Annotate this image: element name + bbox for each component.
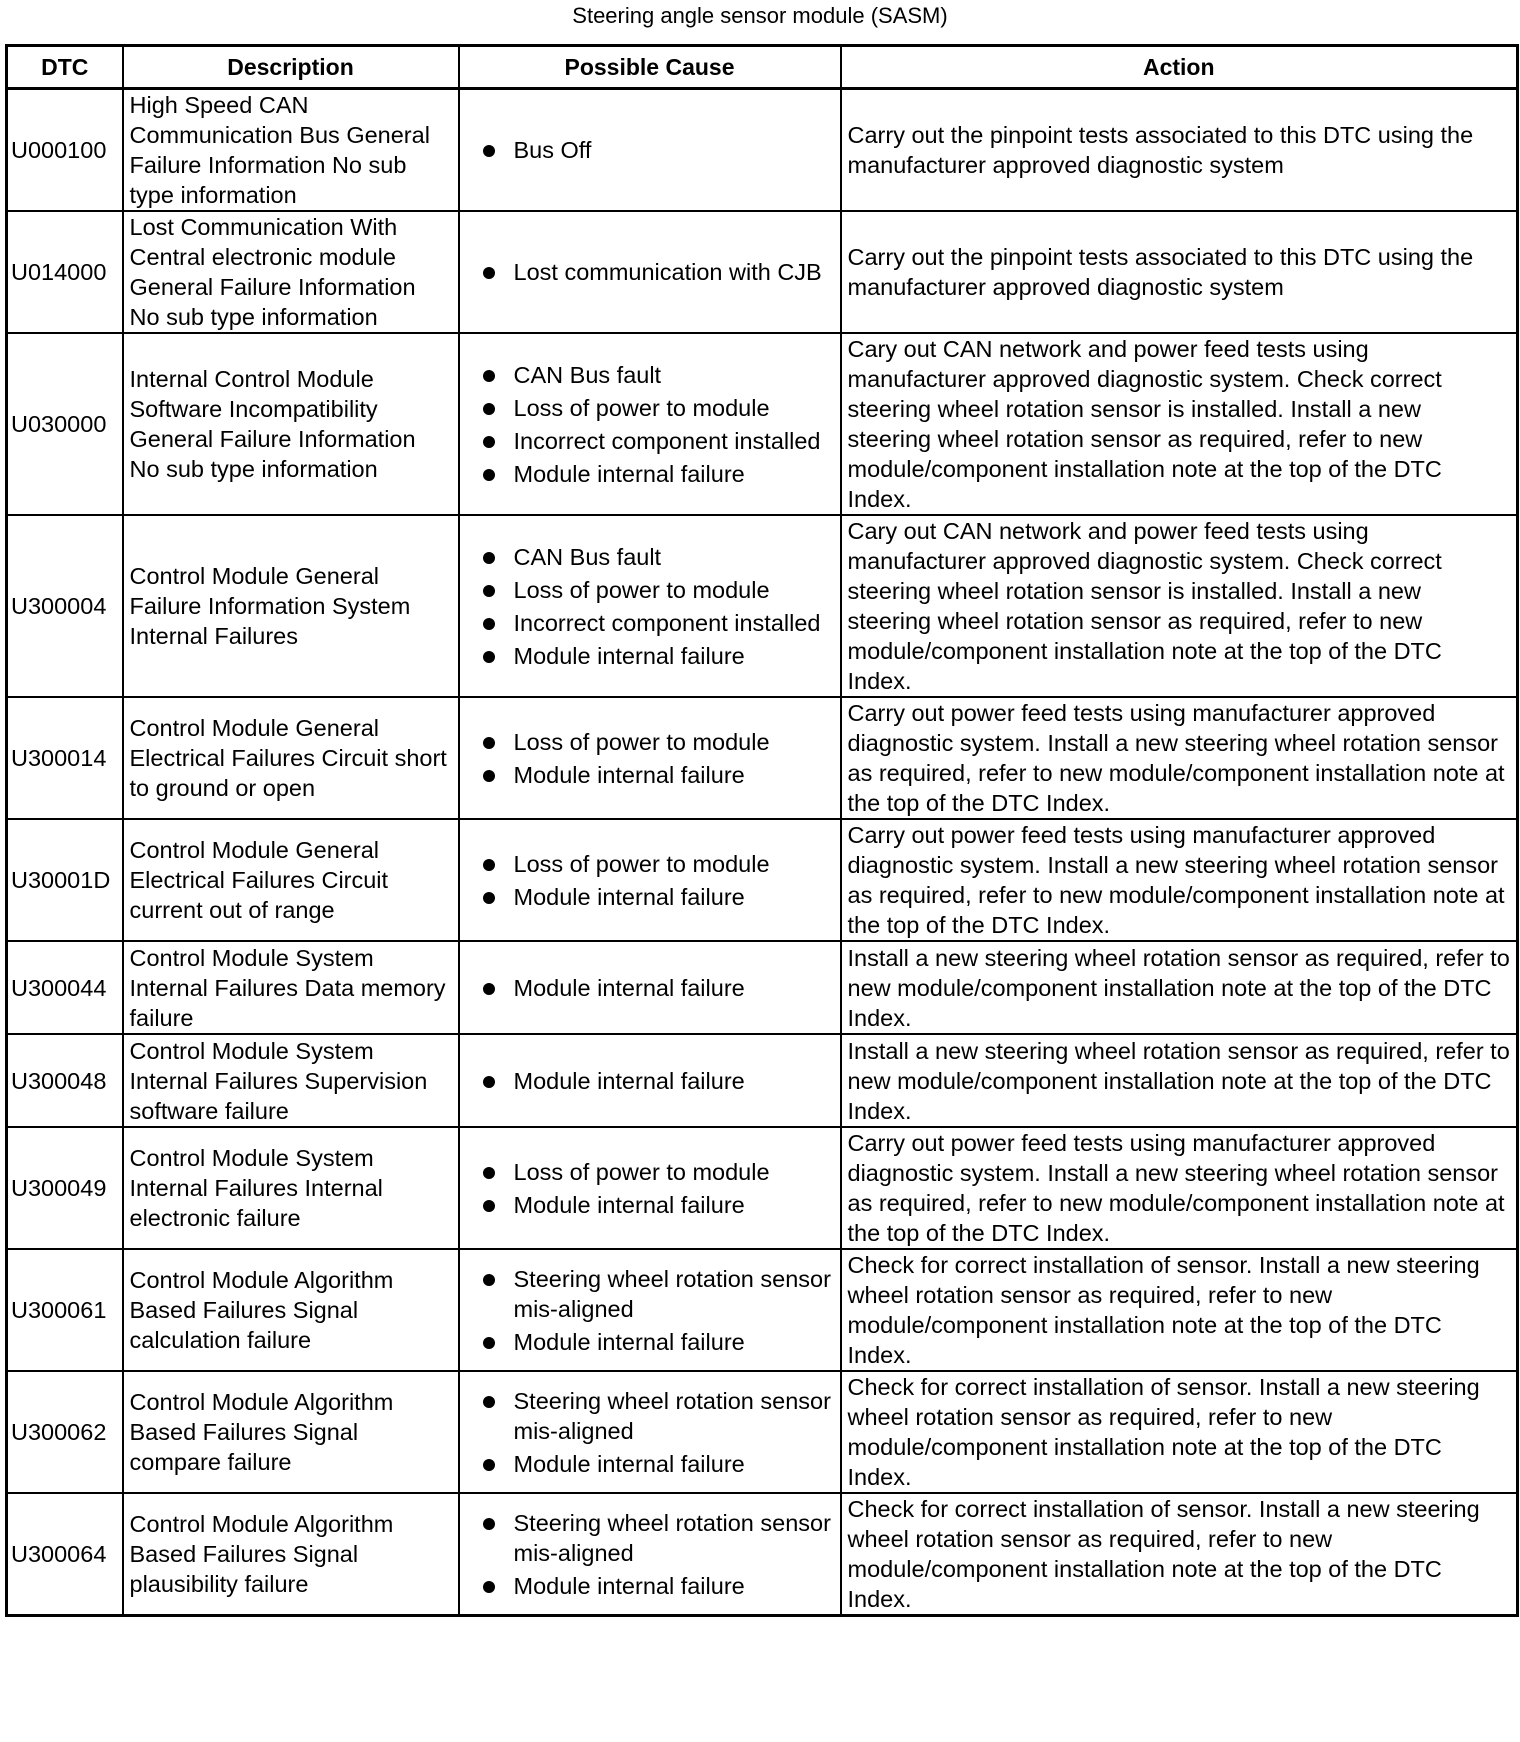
column-header-possible-cause: Possible Cause [459, 46, 841, 89]
possible-cause-item: CAN Bus fault [482, 360, 834, 390]
possible-cause-item: Bus Off [482, 135, 834, 165]
possible-cause-cell [459, 1034, 841, 1127]
table-row [7, 1034, 1518, 1127]
possible-cause-cell [459, 333, 841, 515]
possible-cause-item: Module internal failure [482, 641, 834, 671]
action-text: Install a new steering wheel rotation sensor as required, refer to new module/component installation note at the top of the DTC Index. [841, 1034, 1518, 1127]
possible-cause-list [482, 849, 834, 912]
possible-cause-item: Module internal failure [482, 1066, 834, 1096]
possible-cause-item: Module internal failure [482, 1327, 834, 1357]
possible-cause-item: Steering wheel rotation sensor mis-aligned [482, 1264, 834, 1324]
possible-cause-cell [459, 1249, 841, 1371]
dtc-code: U300062 [7, 1371, 123, 1493]
possible-cause-item: Loss of power to module [482, 849, 834, 879]
table-row [7, 1493, 1518, 1616]
possible-cause-cell [459, 89, 841, 212]
possible-cause-list [482, 1264, 834, 1357]
possible-cause-item: Loss of power to module [482, 727, 834, 757]
possible-cause-item: Steering wheel rotation sensor mis-aligned [482, 1508, 834, 1568]
action-text: Carry out the pinpoint tests associated to this DTC using the manufacturer approved diagnostic system [841, 89, 1518, 212]
column-header-description: Description [123, 46, 459, 89]
possible-cause-item: Steering wheel rotation sensor mis-aligned [482, 1386, 834, 1446]
table-row [7, 697, 1518, 819]
possible-cause-item: Module internal failure [482, 973, 834, 1003]
possible-cause-item: Module internal failure [482, 1571, 834, 1601]
possible-cause-list [482, 542, 834, 671]
dtc-code: U300014 [7, 697, 123, 819]
possible-cause-list [482, 1157, 834, 1220]
possible-cause-item: Incorrect component installed [482, 608, 834, 638]
possible-cause-cell [459, 1493, 841, 1616]
dtc-code: U014000 [7, 211, 123, 333]
dtc-code: U300064 [7, 1493, 123, 1616]
possible-cause-cell [459, 697, 841, 819]
action-text: Install a new steering wheel rotation sensor as required, refer to new module/component installation note at the top of the DTC Index. [841, 941, 1518, 1034]
possible-cause-list [482, 135, 834, 165]
table-header-row [7, 46, 1518, 89]
possible-cause-item: Module internal failure [482, 760, 834, 790]
table-row [7, 333, 1518, 515]
dtc-code: U300044 [7, 941, 123, 1034]
possible-cause-list [482, 257, 834, 287]
table-row [7, 1127, 1518, 1249]
dtc-description: Control Module Algorithm Based Failures Signal calculation failure [123, 1249, 459, 1371]
possible-cause-list [482, 1386, 834, 1479]
dtc-table [5, 44, 1519, 1617]
action-text: Cary out CAN network and power feed tests using manufacturer approved diagnostic system. Check correct steering wheel rotation sensor is installed. Install a new steering wheel rotation sensor as required, refer to new module/component installation note at the top of the DTC Index. [841, 333, 1518, 515]
possible-cause-item: Incorrect component installed [482, 426, 834, 456]
dtc-description: Lost Communication With Central electronic module General Failure Information No sub type information [123, 211, 459, 333]
possible-cause-item: Module internal failure [482, 459, 834, 489]
action-text: Carry out power feed tests using manufacturer approved diagnostic system. Install a new steering wheel rotation sensor as required, refer to new module/component installation note at the top of the DTC Index. [841, 697, 1518, 819]
action-text: Carry out the pinpoint tests associated to this DTC using the manufacturer approved diagnostic system [841, 211, 1518, 333]
dtc-code: U300061 [7, 1249, 123, 1371]
dtc-description: Control Module System Internal Failures Internal electronic failure [123, 1127, 459, 1249]
possible-cause-list [482, 1508, 834, 1601]
column-header-action: Action [841, 46, 1518, 89]
possible-cause-cell [459, 515, 841, 697]
possible-cause-cell [459, 211, 841, 333]
table-body [7, 89, 1518, 1616]
possible-cause-cell [459, 819, 841, 941]
action-text: Check for correct installation of sensor. Install a new steering wheel rotation sensor as required, refer to new module/component installation note at the top of the DTC Index. [841, 1371, 1518, 1493]
dtc-description: Control Module General Failure Information System Internal Failures [123, 515, 459, 697]
table-row [7, 211, 1518, 333]
dtc-code: U030000 [7, 333, 123, 515]
possible-cause-item: Module internal failure [482, 882, 834, 912]
possible-cause-item: Loss of power to module [482, 393, 834, 423]
dtc-description: High Speed CAN Communication Bus General Failure Information No sub type information [123, 89, 459, 212]
dtc-description: Control Module System Internal Failures Supervision software failure [123, 1034, 459, 1127]
table-row [7, 1249, 1518, 1371]
dtc-code: U300048 [7, 1034, 123, 1127]
dtc-code: U300049 [7, 1127, 123, 1249]
table-row [7, 89, 1518, 212]
dtc-code: U000100 [7, 89, 123, 212]
page-title: Steering angle sensor module (SASM) [572, 3, 948, 28]
dtc-description: Control Module General Electrical Failures Circuit short to ground or open [123, 697, 459, 819]
action-text: Carry out power feed tests using manufacturer approved diagnostic system. Install a new steering wheel rotation sensor as required, refer to new module/component installation note at the top of the DTC Index. [841, 1127, 1518, 1249]
possible-cause-item: Lost communication with CJB [482, 257, 834, 287]
possible-cause-item: Module internal failure [482, 1449, 834, 1479]
possible-cause-cell [459, 1127, 841, 1249]
possible-cause-item: Module internal failure [482, 1190, 834, 1220]
possible-cause-list [482, 727, 834, 790]
dtc-description: Control Module General Electrical Failures Circuit current out of range [123, 819, 459, 941]
possible-cause-item: Loss of power to module [482, 575, 834, 605]
dtc-code: U300004 [7, 515, 123, 697]
action-text: Cary out CAN network and power feed tests using manufacturer approved diagnostic system. Check correct steering wheel rotation sensor is installed. Install a new steering wheel rotation sensor as required, refer to new module/component installation note at the top of the DTC Index. [841, 515, 1518, 697]
action-text: Check for correct installation of sensor. Install a new steering wheel rotation sensor as required, refer to new module/component installation note at the top of the DTC Index. [841, 1249, 1518, 1371]
table-row [7, 819, 1518, 941]
possible-cause-cell [459, 1371, 841, 1493]
dtc-code: U30001D [7, 819, 123, 941]
table-row [7, 1371, 1518, 1493]
dtc-description: Control Module Algorithm Based Failures Signal compare failure [123, 1371, 459, 1493]
possible-cause-list [482, 360, 834, 489]
table-row [7, 515, 1518, 697]
possible-cause-item: CAN Bus fault [482, 542, 834, 572]
column-header-dtc: DTC [7, 46, 123, 89]
table-row [7, 941, 1518, 1034]
possible-cause-cell [459, 941, 841, 1034]
action-text: Carry out power feed tests using manufacturer approved diagnostic system. Install a new steering wheel rotation sensor as required, refer to new module/component installation note at the top of the DTC Index. [841, 819, 1518, 941]
dtc-description: Internal Control Module Software Incompatibility General Failure Information No sub type information [123, 333, 459, 515]
dtc-description: Control Module System Internal Failures Data memory failure [123, 941, 459, 1034]
possible-cause-list [482, 1066, 834, 1096]
possible-cause-list [482, 973, 834, 1003]
dtc-description: Control Module Algorithm Based Failures Signal plausibility failure [123, 1493, 459, 1616]
action-text: Check for correct installation of sensor. Install a new steering wheel rotation sensor as required, refer to new module/component installation note at the top of the DTC Index. [841, 1493, 1518, 1616]
possible-cause-item: Loss of power to module [482, 1157, 834, 1187]
